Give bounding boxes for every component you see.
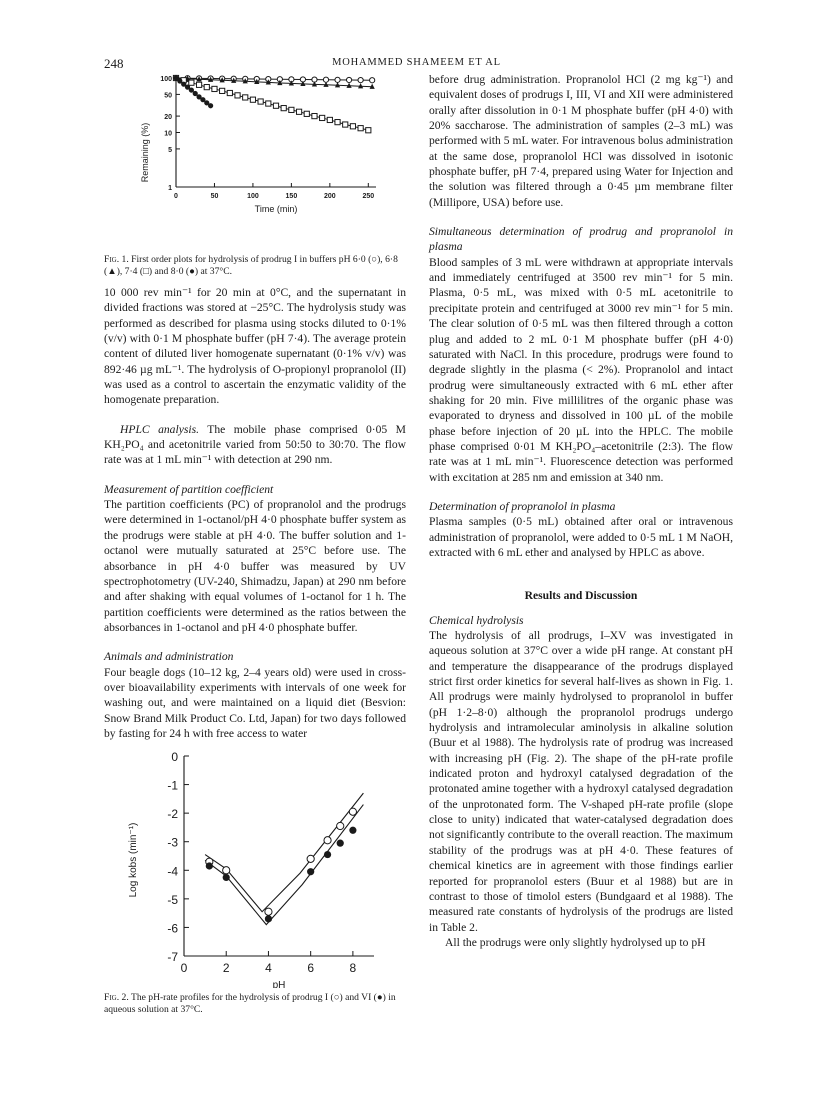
data-point	[335, 77, 340, 82]
right-para-1: before drug administration. Propranolol HCl (2 mg kg⁻¹) and equivalent doses of prodrugs I, III, VI and XII were administered orally after dissolution in 0·1 M phosphate buffer (pH 4·0) with 20% saccharose. The administration of samples (2–3 mL) was performed with 5 mL water. For intravenous bolus administration at the same dose, propranolol HCl was dissolved in isotonic phosphate buffer, pH 7·4, prepared using Water for Injection and the solution was filtered through a 0·45 µm membrane filter (Millipore, USA) before use.	[429, 73, 733, 209]
x-axis-label: pH	[272, 980, 286, 988]
data-point	[206, 862, 213, 869]
x-tick-label: 6	[307, 961, 315, 975]
partition-heading: Measurement of partition coefficient	[104, 482, 274, 496]
data-point	[296, 109, 301, 114]
x-tick-label: 200	[324, 193, 336, 200]
determination-heading: Determination of propranolol in plasma	[429, 499, 616, 513]
data-point	[324, 851, 331, 858]
data-point	[320, 115, 325, 120]
y-tick-label: 20	[164, 114, 172, 122]
data-point	[370, 78, 375, 83]
figure-2-caption-label: Fig. 2.	[104, 992, 129, 1003]
y-tick-label: -3	[167, 835, 178, 850]
data-point	[358, 126, 363, 131]
chemical-hydrolysis-heading: Chemical hydrolysis	[429, 613, 524, 627]
data-point	[265, 915, 272, 922]
right-column	[429, 72, 733, 950]
data-point	[349, 808, 356, 815]
data-point	[312, 113, 317, 118]
data-point	[358, 78, 363, 83]
data-point	[266, 101, 271, 106]
data-point	[350, 124, 355, 129]
animals-text: Four beagle dogs (10–12 kg, 2–4 years old) were used in cross-over bioavailability experiments with intervals of one week for washing out, and were maintained on a liquid diet (Besvion: Snow Brand Milk Product Co. Ltd, Japan) for two days followed by fasting for 24 h with free access to water	[104, 665, 406, 740]
data-point	[235, 93, 240, 98]
y-tick-label: -5	[167, 892, 178, 907]
data-point	[307, 868, 314, 875]
data-point	[349, 827, 356, 834]
hplc-heading: HPLC analysis.	[120, 422, 199, 436]
data-point	[281, 106, 286, 111]
running-head: MOHAMMED SHAMEEM ET AL	[332, 57, 501, 68]
data-point	[366, 128, 371, 133]
data-point	[212, 86, 217, 91]
data-point	[343, 122, 348, 127]
y-axis-label: Log kobs (min⁻¹)	[128, 822, 139, 898]
data-point	[220, 88, 225, 93]
y-tick-label: -7	[167, 950, 178, 964]
data-point	[337, 822, 344, 829]
x-axis-label: Time (min)	[254, 204, 298, 214]
figure-2-caption-text: The pH-rate profiles for the hydrolysis of prodrug I (○) and VI (●) in aqueous solution at 37°C.	[104, 992, 396, 1015]
y-tick-label: -6	[167, 921, 178, 936]
data-point	[327, 117, 332, 122]
data-point	[337, 840, 344, 847]
data-point	[208, 103, 213, 108]
x-tick-label: 2	[222, 961, 230, 975]
data-point	[324, 837, 331, 844]
x-tick-label: 0	[174, 193, 178, 200]
data-point	[307, 855, 314, 862]
y-tick-label: 0	[171, 750, 178, 764]
left-column	[104, 285, 406, 741]
figure-1-caption-text: First order plots for hydrolysis of prodrug I in buffers pH 6·0 (○), 6·8 (▲), 7·4 (□) and 8·0 (●) at 37°C.	[104, 254, 398, 277]
page-number: 248	[104, 56, 124, 71]
data-point	[223, 867, 230, 874]
y-tick-label: -2	[167, 807, 178, 822]
y-tick-label: 50	[164, 92, 172, 100]
y-tick-label: 10	[164, 130, 172, 138]
data-point	[346, 77, 351, 82]
last-line: All the prodrugs were only slightly hydrolysed up to pH	[445, 935, 706, 949]
animals-heading: Animals and administration	[104, 650, 234, 664]
y-tick-label: 5	[168, 146, 172, 154]
data-point	[196, 82, 201, 87]
data-point	[250, 97, 255, 102]
hplc-text: The mobile phase comprised 0·05 M KH₂PO₄ and acetonitrile varied from 50:50 to 30:70. The flow rate was at 1 mL min⁻¹ with detection at 290 nm.	[104, 422, 406, 467]
y-tick-label: 1	[168, 185, 172, 192]
x-tick-label: 150	[285, 193, 298, 200]
y-tick-label: 100	[160, 76, 172, 83]
data-point	[223, 874, 230, 881]
y-axis-label: Remaining (%)	[140, 122, 150, 183]
data-point	[258, 99, 263, 104]
x-tick-label: 0	[180, 961, 188, 975]
y-tick-label: -1	[167, 778, 178, 793]
data-point	[189, 80, 194, 85]
partition-text: The partition coefficients (PC) of propranolol and the prodrugs were determined in 1-octanol/pH 4·0 phosphate buffer system as the prodrugs were stable at pH 4·0. The buffer solution and 1-octanol were mutually saturated at 25°C before use. The absorbance in pH 4·0 buffer was measured by UV spectrophotometry (UV-240, Shimadzu, Japan) at 290 nm before and after shaking with equal volumes of 1-octanol for 1 h. The partition coefficients were determined as the ratios between the absorbances in 1-octanol and pH 4·0 phosphate buffer.	[104, 498, 406, 634]
hplc-paragraph	[104, 422, 406, 468]
figure-2-caption	[104, 992, 406, 1015]
data-point	[289, 107, 294, 112]
chemical-hydrolysis-text: The hydrolysis of all prodrugs, I–XV was investigated in aqueous solution at 37°C over a wide pH range. At constant pH and temperature the disappearance of the prodrugs displayed strict first order kinetics for several half-lives as shown in Fig. 1. All prodrugs were mainly hydrolysed to propranolol in buffer (pH 1·2–8·0) although the propranolol prodrugs undergo hydrolysis and intramolecular aminolysis in alkaline solution (Buur et al 1988). The hydrolysis rate of prodrug was increased with increasing pH (Fig. 2). The shape of the pH-rate profile indicated proton and hydroxyl catalysed degradation of the protonated amine together with a hydroxyl catalysed degradation of the unprotonated form. The V-shaped pH-rate profile (slope close to unity) indicated that water-catalysed degradation does not significantly contribute to the overall reaction. The maximum stability of the prodrugs was at pH 4·0. These features of chemical kinetics are in agreement with those findings earlier reported for propranolol esters (Buur et al 1988) but are in contrast to those of timolol esters (Bundgaard et al 1988). The measured rate constants of hydrolysis of the prodrugs are listed in Table 2.	[429, 629, 733, 934]
left-para-1: 10 000 rev min⁻¹ for 20 min at 0°C, and the supernatant in divided fractions was stored at −25°C. The hydrolysis study was performed as described for plasma using stocks diluted to 0·1% (v/v) with 0·1 M phosphate buffer (pH 7·4). The average protein content of diluted liver homogenate supernatant (0·1% v/v) was 892·46 µg mL⁻¹. The hydrolysis of O-propionyl propranolol (II) was used as a control to ascertain the enzymatic validity of the homogenate preparation.	[104, 286, 406, 407]
results-heading: Results and Discussion	[524, 589, 638, 603]
data-point	[227, 90, 232, 95]
figure-1-caption	[104, 254, 404, 277]
y-tick-label: -4	[167, 864, 178, 879]
x-tick-label: 8	[349, 961, 357, 975]
x-tick-label: 50	[210, 193, 219, 200]
figure-2	[104, 748, 404, 993]
determination-text: Plasma samples (0·5 mL) obtained after oral or intravenous administration of propranolol, were added to 0·5 mL 1 M NaOH, extracted with 6 mL ether and analysed by HPLC as above.	[429, 515, 733, 559]
x-tick-label: 4	[265, 961, 272, 975]
data-point	[335, 120, 340, 125]
figure-2-plot	[104, 748, 404, 988]
figure-1-plot	[104, 68, 394, 253]
data-point	[204, 85, 209, 90]
x-tick-label: 100	[247, 193, 259, 200]
figure-1	[104, 68, 394, 258]
data-point	[323, 77, 328, 82]
data-point	[304, 111, 309, 116]
data-point	[265, 908, 272, 915]
figure-1-caption-label: Fig. 1.	[104, 254, 129, 265]
data-point	[243, 95, 248, 100]
simultaneous-text: Blood samples of 3 mL were withdrawn at appropriate intervals and immediately centrifuged at 3500 rev min⁻¹ for 5 min. Plasma, 0·5 mL, was mixed with 0·5 mL acetonitrile to precipitate protein and centrifuged at 3000 rev min⁻¹ for 5 min. The clear solution of 0·5 mL was then filtered through a cotton plug and added to 2 mL 0·1 M phosphate buffer (pH 4·0) saturated with NaCl. In this procedure, prodrugs were found to degrade slightly in the plasma (< 2%). Propranolol and intact prodrug were simultaneously extracted with 6 mL ether after shaking for 20 min. Five millilitres of the organic phase was evaporated to dryness and dissolved in 100 µL of the mobile phase before injection of 20 µL into the HPLC. The mobile phase comprised 0·01 M KH₂PO₄–acetonitrile (2:3). The flow rate was at 1 mL min⁻¹. Fluorescence detection was performed with excitation at 285 nm and emission at 340 nm.	[429, 255, 733, 484]
fit-curve	[205, 793, 363, 912]
x-tick-label: 250	[362, 193, 375, 200]
simultaneous-heading: Simultaneous determination of prodrug and propranolol in plasma	[429, 225, 733, 254]
data-point	[273, 103, 278, 108]
